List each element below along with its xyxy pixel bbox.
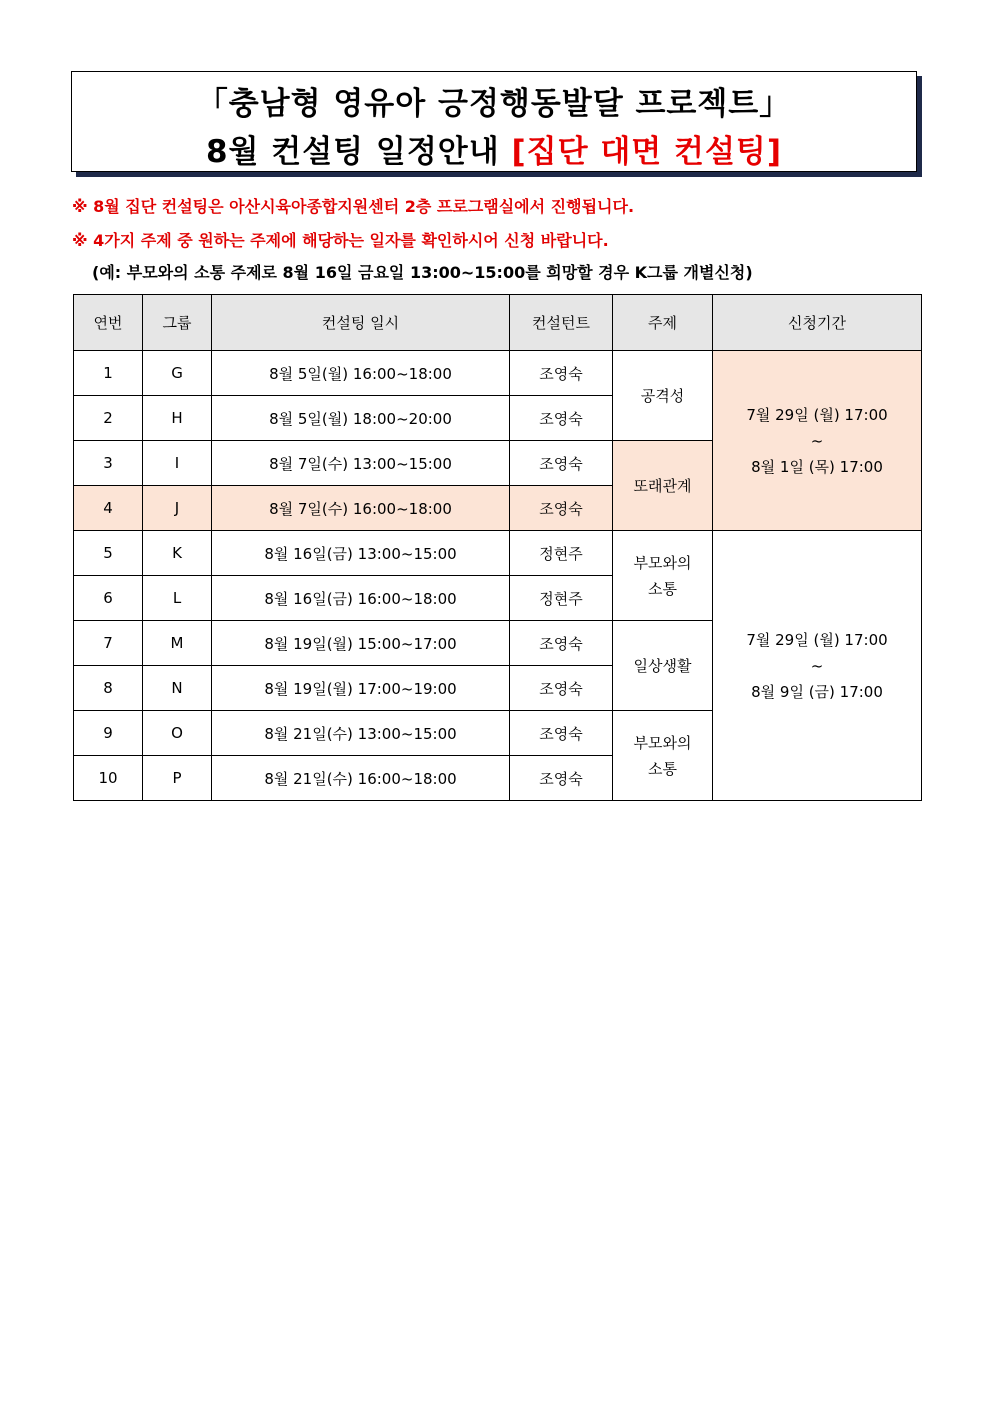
topic-line2: 소통	[648, 759, 677, 778]
note-example: (예: 부모와의 소통 주제로 8월 16일 금요일 13:00~15:00를 희망할 경우 K그룹 개별신청)	[92, 263, 753, 282]
cell-datetime: 8월 5일(월) 18:00~20:00	[212, 396, 510, 441]
cell-group: J	[143, 486, 212, 531]
cell-no: 6	[74, 576, 143, 621]
title-line2-highlight: [집단 대면 컨설팅]	[511, 134, 783, 170]
cell-topic: 공격성	[613, 351, 713, 441]
cell-datetime: 8월 7일(수) 13:00~15:00	[212, 441, 510, 486]
cell-no: 9	[74, 711, 143, 756]
cell-no: 8	[74, 666, 143, 711]
cell-group: P	[143, 756, 212, 801]
table-row	[74, 351, 922, 396]
cell-consultant: 조영숙	[510, 621, 613, 666]
cell-consultant: 조영숙	[510, 441, 613, 486]
cell-consultant: 정현주	[510, 576, 613, 621]
cell-no: 3	[74, 441, 143, 486]
table-header-row	[74, 295, 922, 351]
table-row	[74, 531, 922, 576]
cell-group: K	[143, 531, 212, 576]
cell-topic	[613, 531, 713, 621]
period-start: 7월 29일 (월) 17:00	[746, 405, 888, 424]
cell-consultant: 조영숙	[510, 396, 613, 441]
cell-group: H	[143, 396, 212, 441]
cell-datetime: 8월 16일(금) 16:00~18:00	[212, 576, 510, 621]
title-line1: 「충남형 영유아 긍정행동발달 프로젝트」	[196, 86, 792, 122]
cell-topic	[613, 711, 713, 801]
topic-line2: 소통	[648, 579, 677, 598]
cell-no: 7	[74, 621, 143, 666]
cell-consultant: 조영숙	[510, 711, 613, 756]
cell-consultant: 조영숙	[510, 351, 613, 396]
cell-datetime: 8월 5일(월) 16:00~18:00	[212, 351, 510, 396]
cell-datetime: 8월 21일(수) 13:00~15:00	[212, 711, 510, 756]
topic-line1: 부모와의	[633, 733, 692, 752]
cell-no: 10	[74, 756, 143, 801]
cell-topic: 일상생활	[613, 621, 713, 711]
header-period: 신청기간	[713, 295, 922, 351]
cell-group: M	[143, 621, 212, 666]
cell-period	[713, 351, 922, 531]
header-topic: 주제	[613, 295, 713, 351]
title-line2	[72, 126, 916, 171]
cell-no: 5	[74, 531, 143, 576]
cell-group: I	[143, 441, 212, 486]
title-line2-prefix: 8월 컨설팅 일정안내	[205, 134, 512, 170]
cell-datetime: 8월 19일(월) 15:00~17:00	[212, 621, 510, 666]
schedule-table	[73, 294, 922, 801]
cell-consultant: 조영숙	[510, 666, 613, 711]
cell-datetime: 8월 19일(월) 17:00~19:00	[212, 666, 510, 711]
period-end: 8월 9일 (금) 17:00	[751, 682, 883, 701]
cell-datetime: 8월 21일(수) 16:00~18:00	[212, 756, 510, 801]
cell-datetime: 8월 16일(금) 13:00~15:00	[212, 531, 510, 576]
cell-no: 4	[74, 486, 143, 531]
cell-no: 1	[74, 351, 143, 396]
cell-datetime: 8월 7일(수) 16:00~18:00	[212, 486, 510, 531]
topic-line1: 부모와의	[633, 553, 692, 572]
header-datetime: 컨설팅 일시	[212, 295, 510, 351]
period-separator: ~	[810, 656, 824, 675]
cell-group: O	[143, 711, 212, 756]
cell-group: N	[143, 666, 212, 711]
cell-period	[713, 531, 922, 801]
cell-consultant: 조영숙	[510, 756, 613, 801]
cell-no: 2	[74, 396, 143, 441]
cell-topic: 또래관계	[613, 441, 713, 531]
cell-consultant: 정현주	[510, 531, 613, 576]
header-no: 연번	[74, 295, 143, 351]
header-group: 그룹	[143, 295, 212, 351]
period-end: 8월 1일 (목) 17:00	[751, 457, 883, 476]
cell-consultant: 조영숙	[510, 486, 613, 531]
period-separator: ~	[810, 431, 824, 450]
note-location: ※ 8월 집단 컨설팅은 아산시육아종합지원센터 2층 프로그램실에서 진행됩니다.	[72, 197, 635, 216]
period-start: 7월 29일 (월) 17:00	[746, 630, 888, 649]
cell-group: L	[143, 576, 212, 621]
note-instruction: ※ 4가지 주제 중 원하는 주제에 해당하는 일자를 확인하시어 신청 바랍니다.	[72, 231, 609, 250]
cell-group: G	[143, 351, 212, 396]
title-box	[71, 71, 917, 172]
header-consultant: 컨설턴트	[510, 295, 613, 351]
